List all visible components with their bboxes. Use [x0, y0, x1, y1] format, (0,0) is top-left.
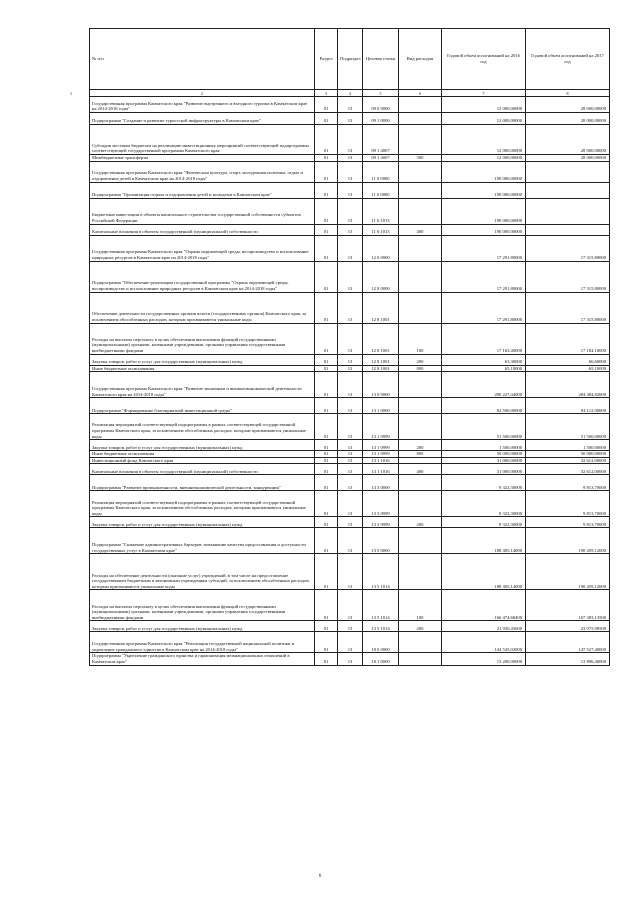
row-vr: 200 [399, 354, 442, 365]
row-vr [399, 475, 442, 491]
row-amount-2017: 9 813,70000 [526, 475, 610, 491]
row-name: Государственная программа Камчатского края "Физическая культура, спорт, молодежная политика, отдых и оздоровление детей в Камчатском крае на 2014-2018 годы" [90, 161, 315, 182]
row-amount-2017: 51 500,00000 [526, 414, 610, 440]
row-csr: 13 5 1014 [363, 590, 399, 621]
header-2016: Годовой объем ассигнований на 2016 год [442, 29, 526, 90]
table-row [90, 354, 610, 365]
row-csr: 12 8 1001 [363, 292, 399, 323]
row-amount-2017: 190 459,12000 [526, 554, 610, 590]
row-amount-2016: 31 000,00000 [442, 464, 526, 475]
row-razdel: 01 [315, 323, 338, 354]
row-amount-2016: 166 474,68400 [442, 590, 526, 621]
table-row [90, 198, 610, 224]
row-amount-2016: 9 322,30000 [442, 517, 526, 528]
row-razdel: 01 [315, 414, 338, 440]
table-row [90, 632, 610, 653]
row-razdel: 01 [315, 632, 338, 653]
row-razdel: 01 [315, 235, 338, 261]
row-amount-2017: 13 896,40000 [526, 653, 610, 665]
row-csr: 13 1 1016 [363, 464, 399, 475]
row-name: Обеспечение деятельности государственных органов власти (государственных органов) Камчатского края, за исключением обособленных расходов, которым присваиваются уникальные коды [90, 292, 315, 323]
row-amount-2016: 65,10000 [442, 365, 526, 372]
header-name: № п/п [90, 29, 315, 90]
row-name: Капитальные вложения в объекты государственной (муниципальной) собственности [90, 464, 315, 475]
row-podrazdel: 13 [338, 440, 363, 451]
row-amount-2017: 28 000,00000 [526, 113, 610, 125]
row-amount-2016: 82 500,00000 [442, 398, 526, 414]
row-amount-2017: 50 000,00000 [526, 451, 610, 458]
row-amount-2016: 1 500,00000 [442, 440, 526, 451]
row-amount-2016: 12 000,00000 [442, 113, 526, 125]
row-razdel: 01 [315, 354, 338, 365]
row-podrazdel: 13 [338, 528, 363, 554]
row-amount-2016: 13 200,00000 [442, 653, 526, 665]
row-amount-2017: 84 112,00000 [526, 398, 610, 414]
row-name: Инвестиционный фонд Камчатского края [90, 457, 315, 464]
header-vr: Вид расходов [399, 29, 442, 90]
row-razdel: 01 [315, 125, 338, 155]
row-amount-2017: 28 000,00000 [526, 125, 610, 155]
column-number-row [90, 90, 610, 97]
row-csr: 11 6 0000 [363, 182, 399, 198]
table-row [90, 440, 610, 451]
row-vr [399, 457, 442, 464]
row-csr: 12 8 1001 [363, 365, 399, 372]
row-csr: 09 1 4007 [363, 155, 399, 162]
row-vr: 400 [399, 464, 442, 475]
row-name: Подпрограмма "Укрепление гражданского единства и гармонизация межнациональных отношений в Камчатском крае" [90, 653, 315, 665]
row-name: Субсидии местным бюджетам на реализацию инвестиционных мероприятий соответствующей подпрограммы соответствующей государственной программы Камчатского края [90, 125, 315, 155]
row-razdel: 01 [315, 97, 338, 113]
table-row [90, 653, 610, 665]
table-row [90, 372, 610, 398]
row-podrazdel: 13 [338, 125, 363, 155]
row-razdel: 01 [315, 398, 338, 414]
header-row [90, 29, 610, 90]
row-amount-2017: 17 184,10000 [526, 323, 610, 354]
row-csr: 09 1 4007 [363, 125, 399, 155]
row-csr: 11 6 1013 [363, 198, 399, 224]
row-vr [399, 198, 442, 224]
row-amount-2016: 63,30000 [442, 354, 526, 365]
row-podrazdel: 13 [338, 653, 363, 665]
row-vr [399, 653, 442, 665]
table-row [90, 97, 610, 113]
row-amount-2017: 284 384,82000 [526, 372, 610, 398]
table-row [90, 235, 610, 261]
row-amount-2016: 190 000,00000 [442, 224, 526, 235]
row-razdel: 01 [315, 440, 338, 451]
row-amount-2017: 23 075,98500 [526, 621, 610, 632]
table-row [90, 414, 610, 440]
row-amount-2017: 17 315,80000 [526, 261, 610, 292]
row-csr: 13 1 0000 [363, 398, 399, 414]
row-vr [399, 554, 442, 590]
table-row [90, 457, 610, 464]
row-amount-2017: 17 315,80000 [526, 235, 610, 261]
row-csr: 12 8 1001 [363, 354, 399, 365]
row-name: Закупка товаров, работ и услуг для государственных (муниципальных) нужд [90, 621, 315, 632]
row-csr: 13 5 1014 [363, 621, 399, 632]
row-amount-2017: 17 315,80000 [526, 292, 610, 323]
row-name: Подпрограмма "Развитие промышленности, внешнеэкономической деятельности, конкуренции" [90, 475, 315, 491]
table-row [90, 125, 610, 155]
row-amount-2017: 28 000,00000 [526, 155, 610, 162]
row-amount-2017: 9 813,70000 [526, 517, 610, 528]
row-vr: 800 [399, 365, 442, 372]
row-amount-2017: 190 459,12000 [526, 528, 610, 554]
column-number: 1 [70, 91, 72, 96]
table-row [90, 517, 610, 528]
row-amount-2016: 17 291,80000 [442, 235, 526, 261]
row-podrazdel: 13 [338, 414, 363, 440]
table-row [90, 323, 610, 354]
row-vr [399, 261, 442, 292]
row-vr [399, 161, 442, 182]
table-row [90, 292, 610, 323]
row-csr: 12 8 1001 [363, 323, 399, 354]
row-podrazdel: 13 [338, 182, 363, 198]
row-podrazdel: 13 [338, 224, 363, 235]
row-vr [399, 235, 442, 261]
row-csr: 18 1 0000 [363, 653, 399, 665]
row-podrazdel: 13 [338, 155, 363, 162]
column-number: 2 [201, 91, 203, 96]
column-number: 8 [526, 90, 610, 97]
row-amount-2016: 12 000,00000 [442, 97, 526, 113]
row-amount-2016: 9 322,30000 [442, 491, 526, 517]
row-vr: 200 [399, 621, 442, 632]
row-podrazdel: 13 [338, 354, 363, 365]
row-razdel: 01 [315, 621, 338, 632]
row-razdel: 01 [315, 261, 338, 292]
row-podrazdel: 13 [338, 517, 363, 528]
header-2017: Годовой объем ассигнований на 2017 год [526, 29, 610, 90]
row-name: Подпрограмма "Создание и развитие туристской инфраструктуры в Камчатском крае" [90, 113, 315, 125]
header-razdel: Раздел [315, 29, 338, 90]
row-csr: 13 0 0000 [363, 372, 399, 398]
row-podrazdel: 13 [338, 323, 363, 354]
table-row [90, 590, 610, 621]
table-row [90, 621, 610, 632]
row-csr: 11 6 1013 [363, 224, 399, 235]
row-amount-2016: 280 227,44000 [442, 372, 526, 398]
column-number: 4 [338, 90, 363, 97]
row-amount-2016: 17 291,80000 [442, 261, 526, 292]
row-name: Закупка товаров, работ и услуг для государственных (муниципальных) нужд [90, 354, 315, 365]
row-razdel: 01 [315, 517, 338, 528]
row-csr: 13 1 1016 [363, 457, 399, 464]
row-vr [399, 414, 442, 440]
row-razdel: 01 [315, 457, 338, 464]
table-row [90, 113, 610, 125]
row-name: Государственная программа Камчатского края "Реализация государственной национальной политики и укрепление гражданского единства в Камчатском крае на 2014-2018 годы" [90, 632, 315, 653]
row-vr [399, 398, 442, 414]
row-name: Подпрограмма "Организация отдыха и оздоровления детей и молодежи в Камчатском крае" [90, 182, 315, 198]
row-podrazdel: 13 [338, 621, 363, 632]
table-row [90, 451, 610, 458]
table-row [90, 528, 610, 554]
row-podrazdel: 13 [338, 198, 363, 224]
header-podrazdel: Подраздел [338, 29, 363, 90]
row-csr: 13 3 0999 [363, 517, 399, 528]
row-razdel: 01 [315, 161, 338, 182]
table-row [90, 554, 610, 590]
row-razdel: 01 [315, 292, 338, 323]
column-number: 7 [442, 90, 526, 97]
row-csr: 18 0 0000 [363, 632, 399, 653]
row-name: Расходы на выплаты персоналу в целях обеспечения выполнения функций государственными (муниципальными) органами, казенными учреждениями, органами управления государственными внебюджетными фондами [90, 323, 315, 354]
row-name: Иные бюджетные ассигнования [90, 365, 315, 372]
table-row [90, 464, 610, 475]
row-razdel: 01 [315, 528, 338, 554]
row-vr: 500 [399, 155, 442, 162]
row-razdel: 01 [315, 182, 338, 198]
row-vr [399, 632, 442, 653]
row-name: Государственная программа Камчатского края "Охрана окружающей среды, воспроизводство и использование природных ресурсов в Камчатском крае на 2014-2018 годы" [90, 235, 315, 261]
row-razdel: 01 [315, 365, 338, 372]
row-podrazdel: 13 [338, 491, 363, 517]
row-amount-2017: 28 000,00000 [526, 97, 610, 113]
row-amount-2017 [526, 198, 610, 224]
table-row [90, 491, 610, 517]
row-podrazdel: 13 [338, 590, 363, 621]
row-vr: 200 [399, 440, 442, 451]
row-amount-2017 [526, 182, 610, 198]
row-amount-2016: 50 000,00000 [442, 451, 526, 458]
row-razdel: 01 [315, 475, 338, 491]
row-podrazdel: 13 [338, 261, 363, 292]
row-podrazdel: 13 [338, 464, 363, 475]
row-amount-2017: 9 813,70000 [526, 491, 610, 517]
row-name: Государственная программа Камчатского края "Развитие внутреннего и въездного туризма в Камчатском крае на 2014-2018 годы" [90, 97, 315, 113]
row-podrazdel: 13 [338, 161, 363, 182]
row-amount-2016: 12 000,00000 [442, 155, 526, 162]
row-name: Расходы на обеспечение деятельности (оказание услуг) учреждений, в том числе на предоставление государственным бюджетным и автономным учреждениям субсидий, за исключением обособленных расходов, которым присваиваются уникальные коды [90, 554, 315, 590]
row-amount-2016: 31 000,00000 [442, 457, 526, 464]
column-number: 5 [363, 90, 399, 97]
row-podrazdel: 13 [338, 475, 363, 491]
row-csr: 13 5 1014 [363, 554, 399, 590]
row-razdel: 01 [315, 155, 338, 162]
row-amount-2016: 188 405,14000 [442, 554, 526, 590]
row-name: Межбюджетные трансферты [90, 155, 315, 162]
header-csr: Целевая статья [363, 29, 399, 90]
row-name: Реализация мероприятий соответствующей подпрограммы в рамках соответствующей государственной программы Камчатского края, за исключением обособленных расходов, которым присваиваются уникальные коды [90, 491, 315, 517]
row-csr: 13 3 0999 [363, 491, 399, 517]
row-vr [399, 182, 442, 198]
row-csr: 09 1 0000 [363, 113, 399, 125]
table-row [90, 475, 610, 491]
row-razdel: 01 [315, 451, 338, 458]
row-podrazdel: 13 [338, 632, 363, 653]
row-razdel: 01 [315, 464, 338, 475]
row-vr [399, 113, 442, 125]
row-vr: 100 [399, 323, 442, 354]
row-vr [399, 125, 442, 155]
row-vr [399, 491, 442, 517]
row-amount-2016: 9 322,30000 [442, 475, 526, 491]
row-razdel: 01 [315, 491, 338, 517]
row-name: Закупка товаров, работ и услуг для государственных (муниципальных) нужд [90, 517, 315, 528]
row-razdel: 01 [315, 653, 338, 665]
row-razdel: 01 [315, 554, 338, 590]
row-amount-2017: 32 612,00000 [526, 464, 610, 475]
row-amount-2016: 51 500,00000 [442, 414, 526, 440]
row-amount-2016: 190 000,00000 [442, 161, 526, 182]
row-amount-2016: 21 930,45600 [442, 621, 526, 632]
row-vr [399, 528, 442, 554]
row-name: Капитальные вложения в объекты государственной (муниципальной) собственности [90, 224, 315, 235]
row-name: Бюджетные инвестиции в объекты капитального строительства государственной собственности субъектов Российской Федерации [90, 198, 315, 224]
table-row [90, 224, 610, 235]
row-podrazdel: 13 [338, 97, 363, 113]
row-csr: 11 0 0000 [363, 161, 399, 182]
row-csr: 13 5 0000 [363, 528, 399, 554]
row-csr: 13 1 0999 [363, 440, 399, 451]
table-body [90, 97, 610, 666]
row-podrazdel: 13 [338, 365, 363, 372]
row-csr: 12 8 0000 [363, 261, 399, 292]
row-podrazdel: 13 [338, 292, 363, 323]
row-amount-2016: 12 000,00000 [442, 125, 526, 155]
row-vr [399, 372, 442, 398]
row-amount-2016: 188 405,14000 [442, 528, 526, 554]
row-amount-2017: 147 527,40000 [526, 632, 610, 653]
row-amount-2016: 144 545,02000 [442, 632, 526, 653]
row-amount-2017: 66,60000 [526, 354, 610, 365]
row-csr: 13 3 0000 [363, 475, 399, 491]
row-name: Реализация мероприятий соответствующей подпрограммы в рамках соответствующей государственной программы Камчатского края, за исключением обособленных расходов, которым присваиваются уникальные коды [90, 414, 315, 440]
row-vr: 800 [399, 451, 442, 458]
table-row [90, 261, 610, 292]
row-amount-2017: 1 500,00000 [526, 440, 610, 451]
table-row [90, 365, 610, 372]
row-vr: 200 [399, 517, 442, 528]
column-number: 3 [315, 90, 338, 97]
table-row [90, 398, 610, 414]
row-name: Иные бюджетные ассигнования [90, 451, 315, 458]
row-name: Закупка товаров, работ и услуг для государственных (муниципальных) нужд [90, 440, 315, 451]
row-name: Расходы на выплаты персоналу в целях обеспечения выполнения функций государственными (муниципальными) органами, казенными учреждениями, органами управления государственными внебюджетными фондами [90, 590, 315, 621]
column-number: 6 [399, 90, 442, 97]
row-amount-2016: 190 000,00000 [442, 182, 526, 198]
row-podrazdel: 13 [338, 235, 363, 261]
row-razdel: 01 [315, 224, 338, 235]
row-name: Подпрограмма "Снижение административных барьеров, повышение качества предоставления и доступности государственных услуг в Камчатском крае" [90, 528, 315, 554]
row-vr: 400 [399, 224, 442, 235]
row-razdel: 01 [315, 590, 338, 621]
page-number: 6 [318, 874, 322, 879]
row-name: Подпрограмма "Формирование благоприятной инвестиционной среды" [90, 398, 315, 414]
row-amount-2016: 17 163,40000 [442, 323, 526, 354]
table-row [90, 182, 610, 198]
row-podrazdel: 13 [338, 398, 363, 414]
row-name: Государственная программа Камчатского края "Развитие экономики и внешнеэкономической деятельности Камчатского края на 2014-2018 годы" [90, 372, 315, 398]
row-amount-2017: 65,10000 [526, 365, 610, 372]
row-podrazdel: 13 [338, 457, 363, 464]
row-amount-2017 [526, 161, 610, 182]
row-amount-2016: 17 291,80000 [442, 292, 526, 323]
budget-table [70, 28, 610, 666]
column-number-cell [70, 90, 315, 97]
row-razdel: 01 [315, 113, 338, 125]
row-amount-2017: 167 383,13500 [526, 590, 610, 621]
row-podrazdel: 13 [338, 113, 363, 125]
row-podrazdel: 13 [338, 554, 363, 590]
row-razdel: 01 [315, 198, 338, 224]
row-vr: 100 [399, 590, 442, 621]
row-name: Подпрограмма "Обеспечение реализации государственной программы "Охрана окружающей среды, воспроизводство и использование природных ресурсов в Камчатском крае на 2014-2018 годы" [90, 261, 315, 292]
row-amount-2016: 190 000,00000 [442, 198, 526, 224]
row-podrazdel: 13 [338, 451, 363, 458]
row-csr: 13 1 0999 [363, 451, 399, 458]
row-vr [399, 97, 442, 113]
table-row [90, 155, 610, 162]
row-razdel: 01 [315, 372, 338, 398]
row-csr: 12 0 0000 [363, 235, 399, 261]
row-amount-2017 [526, 224, 610, 235]
table-row [90, 161, 610, 182]
row-podrazdel: 13 [338, 372, 363, 398]
row-csr: 09 0 0000 [363, 97, 399, 113]
row-amount-2017: 32 612,00000 [526, 457, 610, 464]
row-vr [399, 292, 442, 323]
row-csr: 13 1 0999 [363, 414, 399, 440]
